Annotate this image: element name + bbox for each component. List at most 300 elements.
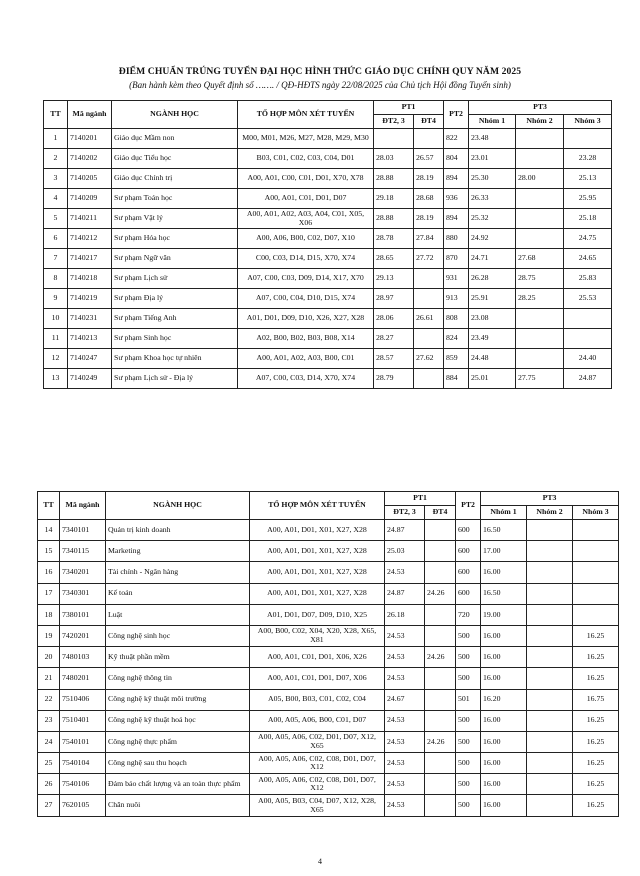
cell-nhom2 [516, 209, 564, 229]
document-title: ĐIỂM CHUẨN TRÚNG TUYỂN ĐẠI HỌC HÌNH THỨC GIÁO DỤC CHÍNH QUY NĂM 2025 [118, 66, 522, 77]
cell-dt4 [425, 774, 456, 795]
cell-to-hop: M00, M01, M26, M27, M28, M29, M30 [238, 129, 374, 149]
cell-pt2: 500 [456, 753, 481, 774]
cell-to-hop: A00, A01, C01, D01, X06, X26 [250, 647, 385, 668]
cell-ma-nganh: 7140201 [68, 129, 112, 149]
header-nhom1: Nhóm 1 [481, 506, 527, 520]
cell-nhom2 [527, 604, 573, 625]
table-row [44, 269, 612, 289]
cell-to-hop: A01, D01, D07, D09, D10, X25 [250, 604, 385, 625]
cell-dt4 [425, 753, 456, 774]
cell-tt: 21 [38, 668, 60, 689]
cell-nhom1: 16.00 [481, 668, 527, 689]
table-row [44, 149, 612, 169]
cell-nhom2 [527, 795, 573, 816]
cell-nganh-hoc: Sư phạm Lịch sử [112, 269, 238, 289]
cell-dt4 [425, 604, 456, 625]
cell-nhom3: 16.75 [573, 689, 619, 710]
cell-nhom3: 25.95 [564, 189, 612, 209]
cell-dt4 [425, 520, 456, 541]
cell-to-hop: A00, A01, C00, C01, D01, X70, X78 [238, 169, 374, 189]
cell-nganh-hoc: Kế toán [106, 583, 250, 604]
cell-nhom1: 25.30 [469, 169, 516, 189]
cell-nhom1: 16.00 [481, 795, 527, 816]
table-row [44, 349, 612, 369]
cell-dt23: 24.87 [385, 583, 425, 604]
header-pt2: PT2 [456, 492, 481, 520]
cell-nhom3 [573, 541, 619, 562]
cell-nganh-hoc: Giáo dục Chính trị [112, 169, 238, 189]
cell-pt2: 500 [456, 668, 481, 689]
cell-nhom3: 16.25 [573, 753, 619, 774]
cell-dt23: 28.97 [374, 289, 414, 309]
cell-to-hop: A00, A01, D01, X01, X27, X28 [250, 583, 385, 604]
cell-dt23: 24.53 [385, 710, 425, 731]
cell-dt4: 24.26 [425, 647, 456, 668]
cell-dt23: 28.88 [374, 169, 414, 189]
cell-dt23: 24.53 [385, 562, 425, 583]
table-row [44, 129, 612, 149]
cell-to-hop: A02, B00, B02, B03, B08, X14 [238, 329, 374, 349]
cell-dt23: 28.88 [374, 209, 414, 229]
cell-dt23 [374, 129, 414, 149]
cell-to-hop: A00, A05, A06, C02, C08, D01, D07, X12 [250, 753, 385, 774]
cell-tt: 18 [38, 604, 60, 625]
cell-nhom2 [527, 647, 573, 668]
table-row [38, 731, 619, 752]
cell-dt4: 26.61 [414, 309, 444, 329]
cell-to-hop: B03, C01, C02, C03, C04, D01 [238, 149, 374, 169]
cell-dt23: 24.53 [385, 625, 425, 646]
cell-nhom1: 23.49 [469, 329, 516, 349]
cell-dt4 [414, 329, 444, 349]
table-row [38, 753, 619, 774]
cell-nhom3: 24.87 [564, 369, 612, 389]
cell-to-hop: A07, C00, C04, D10, D15, X74 [238, 289, 374, 309]
cell-nhom2 [527, 731, 573, 752]
cell-nganh-hoc: Sư phạm Vật lý [112, 209, 238, 229]
cell-dt4 [414, 369, 444, 389]
cell-dt23: 24.53 [385, 668, 425, 689]
cell-ma-nganh: 7140211 [68, 209, 112, 229]
header-nhom2: Nhóm 2 [527, 506, 573, 520]
cell-ma-nganh: 7420201 [60, 625, 106, 646]
cell-nganh-hoc: Công nghệ thực phẩm [106, 731, 250, 752]
cell-dt23: 29.13 [374, 269, 414, 289]
table-row [44, 289, 612, 309]
cell-dt23: 24.53 [385, 753, 425, 774]
header-dt23: ĐT2, 3 [385, 506, 425, 520]
cell-nhom3: 16.25 [573, 774, 619, 795]
header-nhom3: Nhóm 3 [573, 506, 619, 520]
cell-nganh-hoc: Sư phạm Toán học [112, 189, 238, 209]
cell-nhom1: 25.01 [469, 369, 516, 389]
cell-nhom1: 24.48 [469, 349, 516, 369]
cell-tt: 20 [38, 647, 60, 668]
cell-pt2: 822 [444, 129, 469, 149]
cell-nhom3: 16.25 [573, 710, 619, 731]
cell-dt4: 26.57 [414, 149, 444, 169]
cell-dt4: 28.19 [414, 209, 444, 229]
cell-nhom3: 25.13 [564, 169, 612, 189]
cell-dt4 [425, 689, 456, 710]
header-ma-nganh: Mã ngành [60, 492, 106, 520]
cell-dt4 [425, 562, 456, 583]
table-row [38, 604, 619, 625]
cell-to-hop: A00, A01, D01, X01, X27, X28 [250, 541, 385, 562]
cell-tt: 27 [38, 795, 60, 816]
cell-dt23: 24.87 [385, 520, 425, 541]
cell-nhom3 [573, 520, 619, 541]
cell-tt: 10 [44, 309, 68, 329]
table-row [38, 774, 619, 795]
cell-pt2: 870 [444, 249, 469, 269]
table-row [44, 189, 612, 209]
cell-tt: 13 [44, 369, 68, 389]
cell-nhom3 [573, 583, 619, 604]
cell-nhom3: 24.40 [564, 349, 612, 369]
cell-nhom2 [527, 541, 573, 562]
cell-nganh-hoc: Sư phạm Ngữ văn [112, 249, 238, 269]
cell-nhom3: 24.75 [564, 229, 612, 249]
cell-tt: 17 [38, 583, 60, 604]
cell-tt: 2 [44, 149, 68, 169]
cell-pt2: 913 [444, 289, 469, 309]
cell-pt2: 824 [444, 329, 469, 349]
cell-nhom1: 19.00 [481, 604, 527, 625]
cell-dt23: 24.53 [385, 731, 425, 752]
cell-pt2: 884 [444, 369, 469, 389]
cell-dt4 [425, 541, 456, 562]
cell-nhom3 [573, 604, 619, 625]
header-dt4: ĐT4 [414, 115, 444, 129]
cell-tt: 26 [38, 774, 60, 795]
cell-nhom3: 16.25 [573, 647, 619, 668]
cell-to-hop: A00, A05, A06, B00, C01, D07 [250, 710, 385, 731]
cell-ma-nganh: 7480103 [60, 647, 106, 668]
cell-dt4: 27.62 [414, 349, 444, 369]
cell-pt2: 600 [456, 562, 481, 583]
cell-nganh-hoc: Sư phạm Địa lý [112, 289, 238, 309]
cell-ma-nganh: 7510401 [60, 710, 106, 731]
cell-tt: 22 [38, 689, 60, 710]
cell-pt2: 936 [444, 189, 469, 209]
cell-tt: 3 [44, 169, 68, 189]
cell-pt2: 808 [444, 309, 469, 329]
cell-tt: 16 [38, 562, 60, 583]
table-row [38, 710, 619, 731]
table-row [38, 689, 619, 710]
cell-nhom2 [527, 668, 573, 689]
cell-nhom2 [527, 625, 573, 646]
cell-dt23: 28.06 [374, 309, 414, 329]
cell-nhom3 [564, 329, 612, 349]
cell-tt: 24 [38, 731, 60, 752]
cell-dt4: 27.72 [414, 249, 444, 269]
cell-nhom1: 25.91 [469, 289, 516, 309]
cell-nhom1: 24.92 [469, 229, 516, 249]
cell-dt4 [425, 668, 456, 689]
cell-nhom2: 28.00 [516, 169, 564, 189]
cell-nhom2 [516, 349, 564, 369]
cell-nhom2: 27.75 [516, 369, 564, 389]
cell-nhom2: 27.68 [516, 249, 564, 269]
cell-to-hop: A00, A01, A02, A03, A04, C01, X05, X06 [238, 209, 374, 229]
cell-nhom3: 24.65 [564, 249, 612, 269]
cell-nhom3: 25.83 [564, 269, 612, 289]
cell-dt23: 24.53 [385, 647, 425, 668]
cell-nganh-hoc: Giáo dục Tiểu học [112, 149, 238, 169]
header-tt: TT [38, 492, 60, 520]
cell-tt: 14 [38, 520, 60, 541]
cell-to-hop: A05, B00, B03, C01, C02, C04 [250, 689, 385, 710]
cell-nhom1: 16.50 [481, 583, 527, 604]
table-row [38, 795, 619, 816]
cell-nhom3 [573, 562, 619, 583]
cell-nhom1: 16.00 [481, 625, 527, 646]
cell-tt: 23 [38, 710, 60, 731]
cell-to-hop: A00, A01, D01, X01, X27, X28 [250, 562, 385, 583]
cell-dt23: 29.18 [374, 189, 414, 209]
cell-ma-nganh: 7620105 [60, 795, 106, 816]
score-table-2 [37, 491, 619, 817]
cell-nhom1: 16.00 [481, 647, 527, 668]
cell-pt2: 600 [456, 583, 481, 604]
cell-dt23: 28.65 [374, 249, 414, 269]
cell-nhom2 [527, 689, 573, 710]
table-row [44, 309, 612, 329]
header-ma-nganh: Mã ngành [68, 101, 112, 129]
cell-nhom3: 16.25 [573, 625, 619, 646]
cell-tt: 12 [44, 349, 68, 369]
cell-ma-nganh: 7140213 [68, 329, 112, 349]
cell-dt23: 24.53 [385, 774, 425, 795]
cell-nhom1: 16.00 [481, 731, 527, 752]
cell-nganh-hoc: Sư phạm Sinh học [112, 329, 238, 349]
cell-nganh-hoc: Sư phạm Lịch sử - Địa lý [112, 369, 238, 389]
header-pt3: PT3 [469, 101, 612, 115]
table-row [38, 520, 619, 541]
cell-pt2: 500 [456, 625, 481, 646]
header-to-hop: TỔ HỢP MÔN XÉT TUYỂN [250, 492, 385, 520]
cell-nhom2 [516, 129, 564, 149]
cell-nhom2 [527, 774, 573, 795]
cell-dt4 [414, 289, 444, 309]
cell-to-hop: A00, A01, C01, D01, D07, X06 [250, 668, 385, 689]
cell-nhom2 [516, 329, 564, 349]
cell-ma-nganh: 7140249 [68, 369, 112, 389]
cell-nganh-hoc: Chăn nuôi [106, 795, 250, 816]
cell-ma-nganh: 7510406 [60, 689, 106, 710]
cell-ma-nganh: 7540104 [60, 753, 106, 774]
cell-nhom2 [527, 583, 573, 604]
header-nganh-hoc: NGÀNH HỌC [112, 101, 238, 129]
header-nganh-hoc: NGÀNH HỌC [106, 492, 250, 520]
cell-pt2: 500 [456, 731, 481, 752]
page-number: 4 [318, 857, 322, 866]
cell-nhom1: 16.20 [481, 689, 527, 710]
cell-to-hop: A07, C00, C03, D14, X70, X74 [238, 369, 374, 389]
table-row [44, 209, 612, 229]
cell-pt2: 500 [456, 795, 481, 816]
cell-dt4: 24.26 [425, 583, 456, 604]
cell-to-hop: A00, A05, A06, C02, C08, D01, D07, X12 [250, 774, 385, 795]
header-nhom3: Nhóm 3 [564, 115, 612, 129]
cell-nhom3 [564, 309, 612, 329]
cell-ma-nganh: 7540106 [60, 774, 106, 795]
cell-nhom2 [527, 562, 573, 583]
cell-nganh-hoc: Quản trị kinh doanh [106, 520, 250, 541]
cell-nhom1: 24.71 [469, 249, 516, 269]
cell-dt23: 28.57 [374, 349, 414, 369]
cell-dt4 [414, 269, 444, 289]
table-row [38, 625, 619, 646]
cell-ma-nganh: 7140218 [68, 269, 112, 289]
cell-nhom3: 23.28 [564, 149, 612, 169]
cell-nhom3 [564, 129, 612, 149]
cell-nganh-hoc: Sư phạm Khoa học tự nhiên [112, 349, 238, 369]
cell-tt: 1 [44, 129, 68, 149]
header-tt: TT [44, 101, 68, 129]
cell-to-hop: A00, A05, A06, C02, D01, D07, X12, X65 [250, 731, 385, 752]
cell-dt4 [425, 795, 456, 816]
cell-dt23: 28.78 [374, 229, 414, 249]
table-row [44, 229, 612, 249]
cell-pt2: 804 [444, 149, 469, 169]
cell-pt2: 894 [444, 169, 469, 189]
cell-dt4: 27.84 [414, 229, 444, 249]
table-row [38, 647, 619, 668]
cell-nhom3: 25.18 [564, 209, 612, 229]
cell-tt: 7 [44, 249, 68, 269]
cell-nganh-hoc: Đảm bảo chất lượng và an toàn thực phẩm [106, 774, 250, 795]
cell-pt2: 600 [456, 541, 481, 562]
table-row [44, 329, 612, 349]
cell-dt23: 25.03 [385, 541, 425, 562]
cell-ma-nganh: 7340301 [60, 583, 106, 604]
cell-nhom2: 28.75 [516, 269, 564, 289]
cell-nganh-hoc: Kỹ thuật phần mềm [106, 647, 250, 668]
cell-nhom2 [516, 189, 564, 209]
cell-to-hop: A00, B00, C02, X04, X20, X28, X65, X81 [250, 625, 385, 646]
cell-ma-nganh: 7540101 [60, 731, 106, 752]
table-row [38, 562, 619, 583]
cell-ma-nganh: 7140205 [68, 169, 112, 189]
cell-to-hop: A01, D01, D09, D10, X26, X27, X28 [238, 309, 374, 329]
cell-to-hop: C00, C03, D14, D15, X70, X74 [238, 249, 374, 269]
cell-nganh-hoc: Marketing [106, 541, 250, 562]
cell-dt23: 28.79 [374, 369, 414, 389]
cell-ma-nganh: 7340101 [60, 520, 106, 541]
cell-pt2: 859 [444, 349, 469, 369]
cell-pt2: 600 [456, 520, 481, 541]
cell-ma-nganh: 7140231 [68, 309, 112, 329]
header-pt3: PT3 [481, 492, 619, 506]
cell-dt23: 28.03 [374, 149, 414, 169]
cell-tt: 11 [44, 329, 68, 349]
cell-nhom3: 16.25 [573, 731, 619, 752]
cell-ma-nganh: 7480201 [60, 668, 106, 689]
cell-ma-nganh: 7140219 [68, 289, 112, 309]
cell-nhom1: 16.50 [481, 520, 527, 541]
cell-nganh-hoc: Giáo dục Mầm non [112, 129, 238, 149]
cell-ma-nganh: 7380101 [60, 604, 106, 625]
cell-tt: 5 [44, 209, 68, 229]
cell-tt: 9 [44, 289, 68, 309]
cell-pt2: 931 [444, 269, 469, 289]
header-nhom2: Nhóm 2 [516, 115, 564, 129]
cell-nhom1: 17.00 [481, 541, 527, 562]
cell-dt4: 28.68 [414, 189, 444, 209]
cell-nhom2 [516, 149, 564, 169]
cell-nhom1: 16.00 [481, 710, 527, 731]
cell-pt2: 500 [456, 647, 481, 668]
cell-nhom1: 26.28 [469, 269, 516, 289]
cell-tt: 8 [44, 269, 68, 289]
cell-ma-nganh: 7140202 [68, 149, 112, 169]
cell-nhom2 [516, 229, 564, 249]
cell-dt23: 28.27 [374, 329, 414, 349]
cell-pt2: 500 [456, 774, 481, 795]
cell-pt2: 500 [456, 710, 481, 731]
header-dt23: ĐT2, 3 [374, 115, 414, 129]
cell-tt: 15 [38, 541, 60, 562]
cell-pt2: 894 [444, 209, 469, 229]
document-subtitle: (Ban hành kèm theo Quyết định số ……. / QĐ-HĐTS ngày 22/08/2025 của Chủ tịch Hội đồng Tuyển sinh) [129, 80, 511, 90]
table-row [38, 668, 619, 689]
cell-nhom1: 25.32 [469, 209, 516, 229]
cell-nhom2 [516, 309, 564, 329]
cell-nganh-hoc: Tài chính - Ngân hàng [106, 562, 250, 583]
cell-nhom1: 16.00 [481, 774, 527, 795]
cell-nganh-hoc: Công nghệ kỹ thuật hoá học [106, 710, 250, 731]
cell-ma-nganh: 7140247 [68, 349, 112, 369]
header-dt4: ĐT4 [425, 506, 456, 520]
cell-dt23: 26.18 [385, 604, 425, 625]
cell-nhom2 [527, 520, 573, 541]
cell-pt2: 880 [444, 229, 469, 249]
cell-ma-nganh: 7140209 [68, 189, 112, 209]
cell-nhom1: 16.00 [481, 753, 527, 774]
cell-nhom3: 25.53 [564, 289, 612, 309]
cell-dt4 [414, 129, 444, 149]
cell-to-hop: A00, A01, A02, A03, B00, C01 [238, 349, 374, 369]
cell-pt2: 720 [456, 604, 481, 625]
cell-ma-nganh: 7140212 [68, 229, 112, 249]
cell-nhom2 [527, 753, 573, 774]
cell-nhom3: 16.25 [573, 668, 619, 689]
cell-dt23: 24.53 [385, 795, 425, 816]
cell-nhom1: 23.48 [469, 129, 516, 149]
table-row [44, 249, 612, 269]
cell-nganh-hoc: Công nghệ thông tin [106, 668, 250, 689]
cell-nganh-hoc: Công nghệ sau thu hoạch [106, 753, 250, 774]
cell-ma-nganh: 7340201 [60, 562, 106, 583]
score-table-1 [43, 100, 612, 389]
cell-to-hop: A00, A01, C01, D01, D07 [238, 189, 374, 209]
cell-nhom1: 23.01 [469, 149, 516, 169]
cell-to-hop: A07, C00, C03, D09, D14, X17, X70 [238, 269, 374, 289]
table-row [44, 169, 612, 189]
cell-ma-nganh: 7140217 [68, 249, 112, 269]
table-row [44, 369, 612, 389]
cell-tt: 25 [38, 753, 60, 774]
cell-nhom3: 16.25 [573, 795, 619, 816]
cell-dt23: 24.67 [385, 689, 425, 710]
cell-dt4 [425, 625, 456, 646]
cell-to-hop: A00, A06, B00, C02, D07, X10 [238, 229, 374, 249]
cell-dt4 [425, 710, 456, 731]
